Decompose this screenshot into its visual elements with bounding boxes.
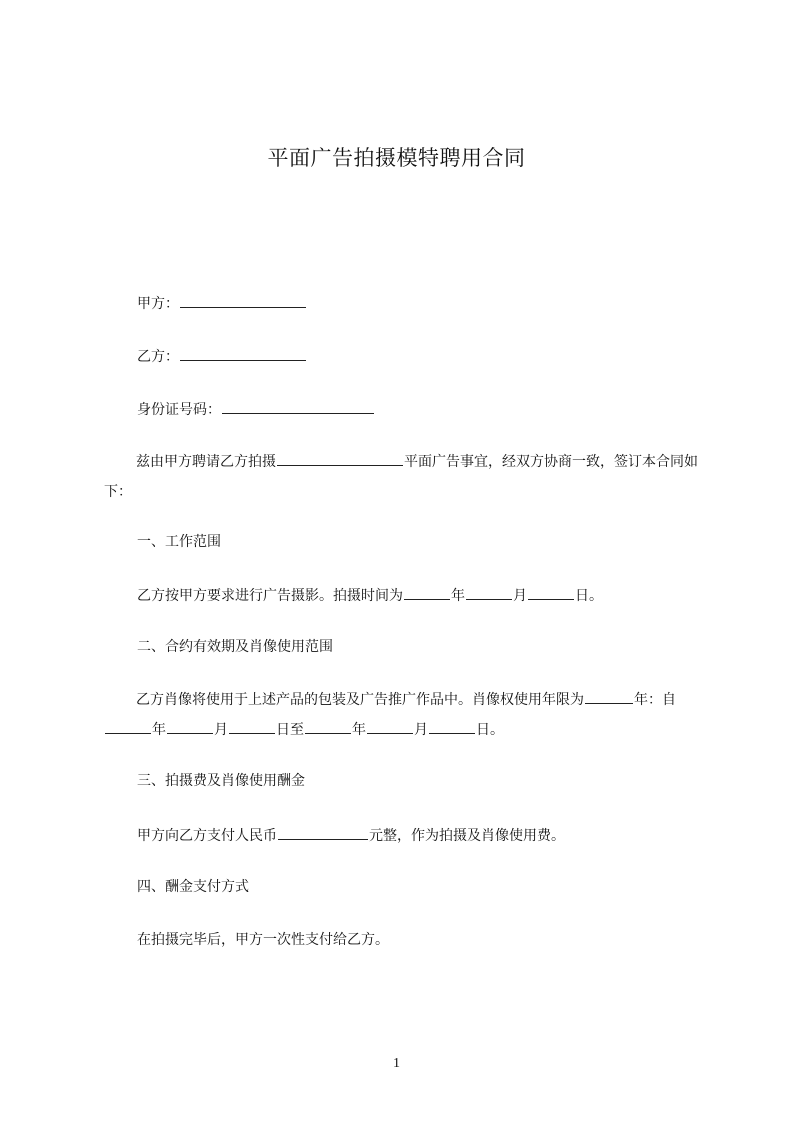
section-2-from-month-label: 月 xyxy=(214,722,228,738)
section-2-to-day-label: 日。 xyxy=(476,722,504,738)
intro-blank xyxy=(277,451,403,466)
id-number-line xyxy=(137,399,375,419)
section-2-from-year-blank xyxy=(105,719,151,734)
section-2-from-day-blank xyxy=(229,719,275,734)
section-3-text xyxy=(137,825,565,845)
section-1-year-blank xyxy=(404,585,450,600)
section-2-from-year-label: 年 xyxy=(152,722,166,738)
section-1-month-label: 月 xyxy=(513,588,527,604)
intro-paragraph xyxy=(104,447,702,507)
party-b-line xyxy=(137,346,307,366)
section-1-heading: 一、工作范围 xyxy=(137,534,221,550)
section-2-heading: 二、合约有效期及肖像使用范围 xyxy=(137,639,333,655)
id-number-blank xyxy=(222,399,374,414)
intro-text-2: 平面广告事宜，经双方协商一致，签订本合同如下： xyxy=(104,454,698,500)
section-1-text-part: 乙方按甲方要求进行广告摄影。拍摄时间为 xyxy=(137,588,403,604)
party-b-blank xyxy=(180,346,306,361)
section-2-to-month-blank xyxy=(367,719,413,734)
section-2-to-year-label: 年 xyxy=(352,722,366,738)
section-2-from-month-blank xyxy=(167,719,213,734)
section-2-from-day-label: 日至 xyxy=(276,722,304,738)
section-1-year-label: 年 xyxy=(451,588,465,604)
section-3-text-part-1: 甲方向乙方支付人民币 xyxy=(137,828,277,844)
party-a-blank xyxy=(180,293,306,308)
section-3-text-part-2: 元整，作为拍摄及肖像使用费。 xyxy=(369,828,565,844)
section-2-to-day-blank xyxy=(429,719,475,734)
section-1-text xyxy=(137,585,603,605)
party-b-label: 乙方： xyxy=(137,349,179,365)
section-2-years-blank xyxy=(585,689,633,704)
section-4-heading: 四、酬金支付方式 xyxy=(137,879,249,895)
section-2-to-year-blank xyxy=(305,719,351,734)
page-number: 1 xyxy=(393,1056,400,1071)
party-a-line xyxy=(137,293,307,313)
section-1-day-label: 日。 xyxy=(575,588,603,604)
section-1-month-blank xyxy=(466,585,512,600)
section-2-text-part: 乙方肖像将使用于上述产品的包装及广告推广作品中。肖像权使用年限为 xyxy=(136,692,584,708)
party-a-label: 甲方： xyxy=(137,296,179,312)
section-3-amount-blank xyxy=(278,825,368,840)
section-1-day-blank xyxy=(528,585,574,600)
section-2-paragraph xyxy=(104,685,702,745)
document-title: 平面广告拍摄模特聘用合同 xyxy=(267,146,526,170)
section-3-heading: 三、拍摄费及肖像使用酬金 xyxy=(137,773,305,789)
intro-text-1: 兹由甲方聘请乙方拍摄 xyxy=(136,454,276,470)
id-number-label: 身份证号码： xyxy=(137,402,221,418)
section-4-text: 在拍摄完毕后，甲方一次性支付给乙方。 xyxy=(137,932,389,948)
section-2-to-month-label: 月 xyxy=(414,722,428,738)
section-2-year-from: 年：自 xyxy=(634,692,676,708)
